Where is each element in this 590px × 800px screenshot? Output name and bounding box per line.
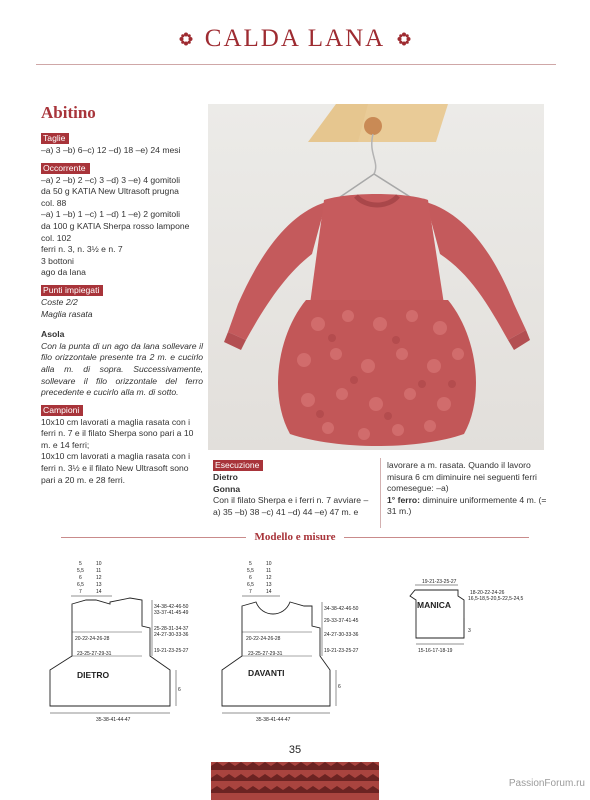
occorrente-line: da 100 g KATIA Sherpa rosso lampone xyxy=(41,220,190,231)
dim-label: 10 xyxy=(96,561,102,567)
esecuzione-subtitle-dietro: Dietro xyxy=(213,472,238,482)
section-heading xyxy=(0,531,590,543)
masthead xyxy=(0,22,590,56)
dim-label: 23-25-27-29-31 xyxy=(248,651,283,657)
occorrente-line: ferri n. 3, n. 3½ e n. 7 xyxy=(41,244,123,255)
section-tag-taglie: Taglie xyxy=(41,133,69,144)
dim-label: 24-27-30-33-36 xyxy=(324,632,359,638)
section-rule-left xyxy=(61,537,246,538)
taglie-text: –a) 3 –b) 6–c) 12 –d) 18 –e) 24 mesi xyxy=(41,145,181,155)
campioni-text-1: 10x10 cm lavorati a maglia rasata con i ferri n. 7 e il filato Sherpa sono pari a 10 m. e 14 ferri; xyxy=(41,416,194,450)
dim-label: 23-25-27-29-31 xyxy=(77,651,112,657)
punti-line: Coste 2/2 xyxy=(41,296,78,307)
piece-label-davanti: DAVANTI xyxy=(248,668,285,678)
dim-label: 35-38-41-44-47 xyxy=(96,717,131,723)
dim-label: 35-38-41-44-47 xyxy=(256,717,291,723)
dim-label: 19-21-23-25-27 xyxy=(422,579,457,585)
occorrente-line: col. 88 xyxy=(41,197,67,208)
dim-label: 24-27-30-33-36 xyxy=(154,632,189,638)
dim-label: 12 xyxy=(96,575,102,581)
esecuzione-continued-text: lavorare a m. rasata. Quando il lavoro misura 6 cm diminuire nei seguenti ferri comesegue: –a) xyxy=(387,460,537,494)
dim-label: 3 xyxy=(468,628,471,634)
dim-label: 16,5-18,5-20,5-22,5-24,5 xyxy=(468,596,524,602)
occorrente-line: –a) 2 –b) 2 –c) 3 –d) 3 –e) 4 gomitoli xyxy=(41,174,181,185)
flower-ornament-icon xyxy=(397,32,411,46)
occorrente-line: col. 102 xyxy=(41,232,72,243)
punti-line: Maglia rasata xyxy=(41,308,93,319)
asola-text: Con la punta di un ago da lana sollevare il filo orizzontale presente tra 2 m. e cucirlo alla m. di sopra. Successivamente, sollevare il filo orizzontale del ferro precedente e cucirlo alla m. di sotto. xyxy=(41,340,203,398)
piece-label-dietro: DIETRO xyxy=(77,670,110,680)
flower-ornament-icon xyxy=(179,32,193,46)
occorrente-line: da 50 g KATIA New Ultrasoft prugna xyxy=(41,186,179,197)
header-divider xyxy=(36,64,556,65)
dim-label: 12 xyxy=(266,575,272,581)
ferro-text: diminuire uniformemente 4 m. (= 31 m.) xyxy=(387,494,547,517)
dim-label: 14 xyxy=(96,589,102,595)
dim-label: 18-20-22-24-26 xyxy=(470,590,505,596)
schematic-dietro xyxy=(50,561,189,723)
dim-label: 11 xyxy=(96,568,102,574)
schematic-manica xyxy=(410,579,524,654)
dim-label: 7 xyxy=(79,589,82,595)
section-tag-punti: Punti impiegati xyxy=(41,285,103,296)
dim-label: 33-37-41-45-49 xyxy=(154,610,189,616)
dim-label: 7 xyxy=(249,589,252,595)
dim-label: 10 xyxy=(266,561,272,567)
dim-label: 14 xyxy=(266,589,272,595)
dim-label: 19-21-23-25-27 xyxy=(154,648,189,654)
piece-label-manica: MANICA xyxy=(417,600,451,610)
dim-label: 29-33-37-41-45 xyxy=(324,618,359,624)
dim-label: 11 xyxy=(266,568,272,574)
column-divider xyxy=(380,458,381,528)
dim-label: 6 xyxy=(249,575,252,581)
dim-label: 13 xyxy=(96,582,102,588)
dim-label: 5,5 xyxy=(247,568,254,574)
campioni-text-2: 10x10 cm lavorati a maglia rasata con i ferri n. 3½ e il filato New Ultrasoft sono pari a 20 m. e 28 ferri. xyxy=(41,451,191,485)
instructions-left-column xyxy=(41,103,203,486)
dim-label: 5,5 xyxy=(77,568,84,574)
execution-column xyxy=(213,460,373,518)
esecuzione-text: Con il filato Sherpa e i ferri n. 7 avviare –a) 35 –b) 38 –c) 41 –d) 44 –e) 47 m. e xyxy=(213,495,369,517)
schematics xyxy=(30,556,560,726)
dim-label: 6 xyxy=(79,575,82,581)
execution-continued-column xyxy=(387,460,547,518)
section-title: Modello e misure xyxy=(254,531,336,543)
page-number: 35 xyxy=(288,744,302,756)
occorrente-line: ago da lana xyxy=(41,267,86,278)
section-tag-occorrente: Occorrente xyxy=(41,163,90,174)
article-title: Abitino xyxy=(41,103,96,122)
asola-title: Asola xyxy=(41,329,65,340)
dim-label: 6 xyxy=(338,684,341,690)
dim-label: 20-22-24-26-28 xyxy=(246,636,281,642)
knit-texture-strip xyxy=(211,762,379,800)
ferro-label: 1° ferro: xyxy=(387,494,421,505)
dim-label: 19-21-23-25-27 xyxy=(324,648,359,654)
dim-label: 20-22-24-26-28 xyxy=(75,636,110,642)
esecuzione-subtitle-gonna: Gonna xyxy=(213,483,241,494)
magazine-title: CALDA LANA xyxy=(204,25,386,52)
occorrente-line: 3 bottoni xyxy=(41,255,74,266)
dim-label: 5 xyxy=(79,561,82,567)
dim-label: 13 xyxy=(266,582,272,588)
occorrente-line: –a) 1 –b) 1 –c) 1 –d) 1 –e) 2 gomitoli xyxy=(41,209,181,220)
dim-label: 6,5 xyxy=(247,582,254,588)
dress-photo xyxy=(208,104,544,450)
section-rule-right xyxy=(344,537,529,538)
dim-label: 34-38-42-46-50 xyxy=(324,606,359,612)
section-tag-esecuzione: Esecuzione xyxy=(213,460,263,471)
dim-label: 6,5 xyxy=(77,582,84,588)
schematic-davanti xyxy=(222,561,359,723)
dim-label: 6 xyxy=(178,687,181,693)
dim-label: 15-16-17-18-19 xyxy=(418,648,453,654)
dim-label: 5 xyxy=(249,561,252,567)
dim-label: 25-28-31-34-37 xyxy=(154,626,189,632)
dim-label: 34-38-42-46-50 xyxy=(154,604,189,610)
section-tag-campioni: Campioni xyxy=(41,405,83,416)
watermark: PassionForum.ru xyxy=(508,778,585,789)
